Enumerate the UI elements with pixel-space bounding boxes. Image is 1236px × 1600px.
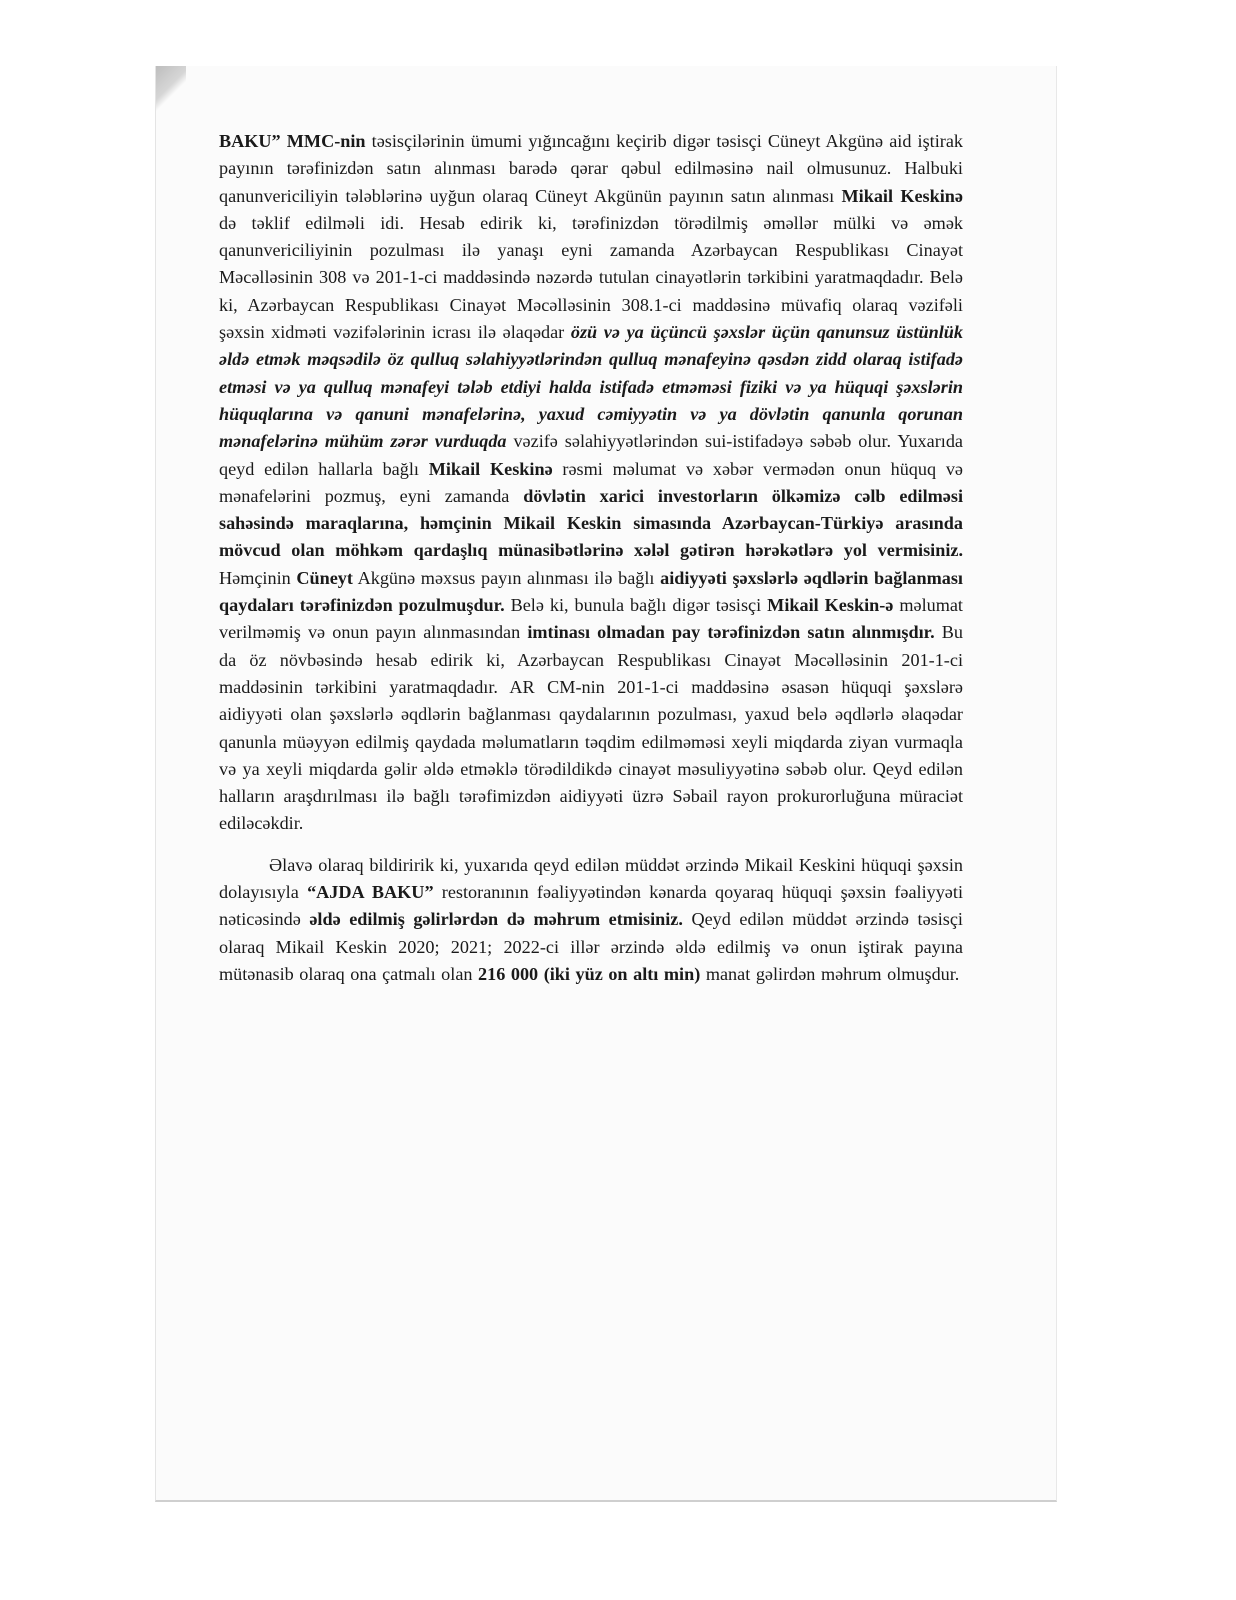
run: Əlavə olaraq bildiririk ki, yuxarıda qeyd edilən müddət ərzində Mikail Keskini hüquqi şəxsin dolayısıyla	[219, 854, 963, 903]
run: manat gəlirdən məhrum olmuşdur.	[700, 963, 960, 984]
run: Mikail Keskin-ə	[767, 595, 894, 616]
run: Mikail Keskinə	[841, 185, 963, 206]
run: Həmçinin	[219, 567, 297, 588]
paragraph-2	[219, 852, 963, 988]
run: dövlətin xarici investorların ölkəmizə cəlb edilməsi sahəsində maraqlarına, həmçinin Mikail Keskin simasında Azərbaycan-Türkiyə arasında mövcud olan möhkəm qardaşlıq münasibətlərinə xələl gətirən hərəkətlərə yol vermisiniz.	[219, 485, 963, 561]
run: rəsmi məlumat və xəbər vermədən onun hüquq və mənafelərini pozmuş, eyni zamanda	[219, 458, 963, 506]
run: də təklif edilməli idi. Hesab edirik ki, tərəfinizdən törədilmiş əməllər mülki və əmək qanunvericiliyinin pozulması ilə yanaşı eyni zamanda Azərbaycan Respublikası Cinayət Məcəlləsinin 308 və 201-1-ci maddəsində nəzərdə tutulan cinayətlərin tərkibini yaratmaqdadır. Belə ki, Azərbaycan Respublikası Cinayət Məcəlləsinin 308.1-ci maddəsinə müvafiq olaraq vəzifəli şəxsin xidməti vəzifələrinin icrası ilə əlaqədar	[219, 212, 963, 343]
run: Qeyd edilən müddət ərzində təsisçi olaraq Mikail Keskin 2020; 2021; 2022-ci illər ərzində əldə edilmiş və onun iştirak payına mütənasib olaraq ona çatmalı olan	[219, 909, 963, 984]
run: BAKU” MMC-nin	[219, 131, 366, 151]
document-body	[219, 128, 963, 988]
run: 216 000 (iki yüz on altı min)	[478, 963, 701, 984]
run: özü və ya üçüncü şəxslər üçün qanunsuz üstünlük əldə etmək məqsədilə öz qulluq səlahiyyətlərindən qulluq mənafeyinə qəsdən zidd olaraq istifadə etməsi və ya qulluq mənafeyi tələb etdiyi halda istifadə etməməsi fiziki və ya hüquqi şəxslərin hüquqlarına və qanuni mənafelərinə, yaxud cəmiyyətin və ya dövlətin qanunla qorunan mənafelərinə mühüm zərər vurduqda	[219, 322, 964, 452]
run: aidiyyəti şəxslərlə əqdlərin bağlanması qaydaları tərəfinizdən pozulmuşdur.	[219, 567, 963, 616]
run: Mikail Keskinə	[428, 458, 553, 479]
run: əldə edilmiş gəlirlərdən də məhrum etmisiniz.	[309, 909, 683, 930]
run: Akgünə məxsus payın alınması ilə bağlı	[352, 567, 661, 588]
run: “AJDA BAKU”	[307, 882, 434, 903]
paragraph-1	[219, 128, 963, 838]
run: təsisçilərinin ümumi yığıncağını keçirib digər təsisçi Cüneyt Akgünə aid iştirak payının tərəfinizdən satın alınması barədə qərar qəbul edilməsinə nail olmusunuz. Halbuki qanunvericiliyin tələblərinə uyğun olaraq Cüneyt Akgünün payının satın alınması	[219, 131, 964, 206]
run: Cüneyt	[296, 567, 353, 588]
run: restoranının fəaliyyətindən kənarda qoyaraq hüquqi şəxsin fəaliyyəti nəticəsində	[219, 882, 963, 930]
run: Bu da öz növbəsində hesab edirik ki, Azərbaycan Respublikası Cinayət Məcəlləsinin 201-1-ci maddəsinin tərkibini yaratmaqdadır. AR CM-nin 201-1-ci maddəsinə əsasən hüquqi şəxslərə aidiyyəti olan şəxslərlə əqdlərin bağlanması qaydalarının pozulması, yaxud belə əqdlərlə əlaqədar qanunla müəyyən edilmiş qaydada məlumatların təqdim edilməməsi xeyli miqdarda ziyan vurmaqla və ya xeyli miqdarda gəlir əldə etməklə törədildikdə cinayət məsuliyyətinə səbəb olur. Qeyd edilən halların araşdırılması ilə bağlı tərəfimizdən aidiyyəti üzrə Səbail rayon prokurorluğuna müraciət ediləcəkdir.	[219, 622, 963, 834]
run: vəzifə səlahiyyətlərindən sui-istifadəyə səbəb olur. Yuxarıda qeyd edilən hallarla bağlı	[219, 431, 963, 479]
run: Belə ki, bunula bağlı digər təsisçi	[504, 595, 768, 616]
run: imtinası olmadan pay tərəfinizdən satın alınmışdır.	[527, 622, 935, 643]
run: məlumat verilməmiş və onun payın alınmasından	[219, 595, 963, 643]
document-page	[155, 66, 1057, 1502]
page-corner-fold	[156, 66, 186, 112]
